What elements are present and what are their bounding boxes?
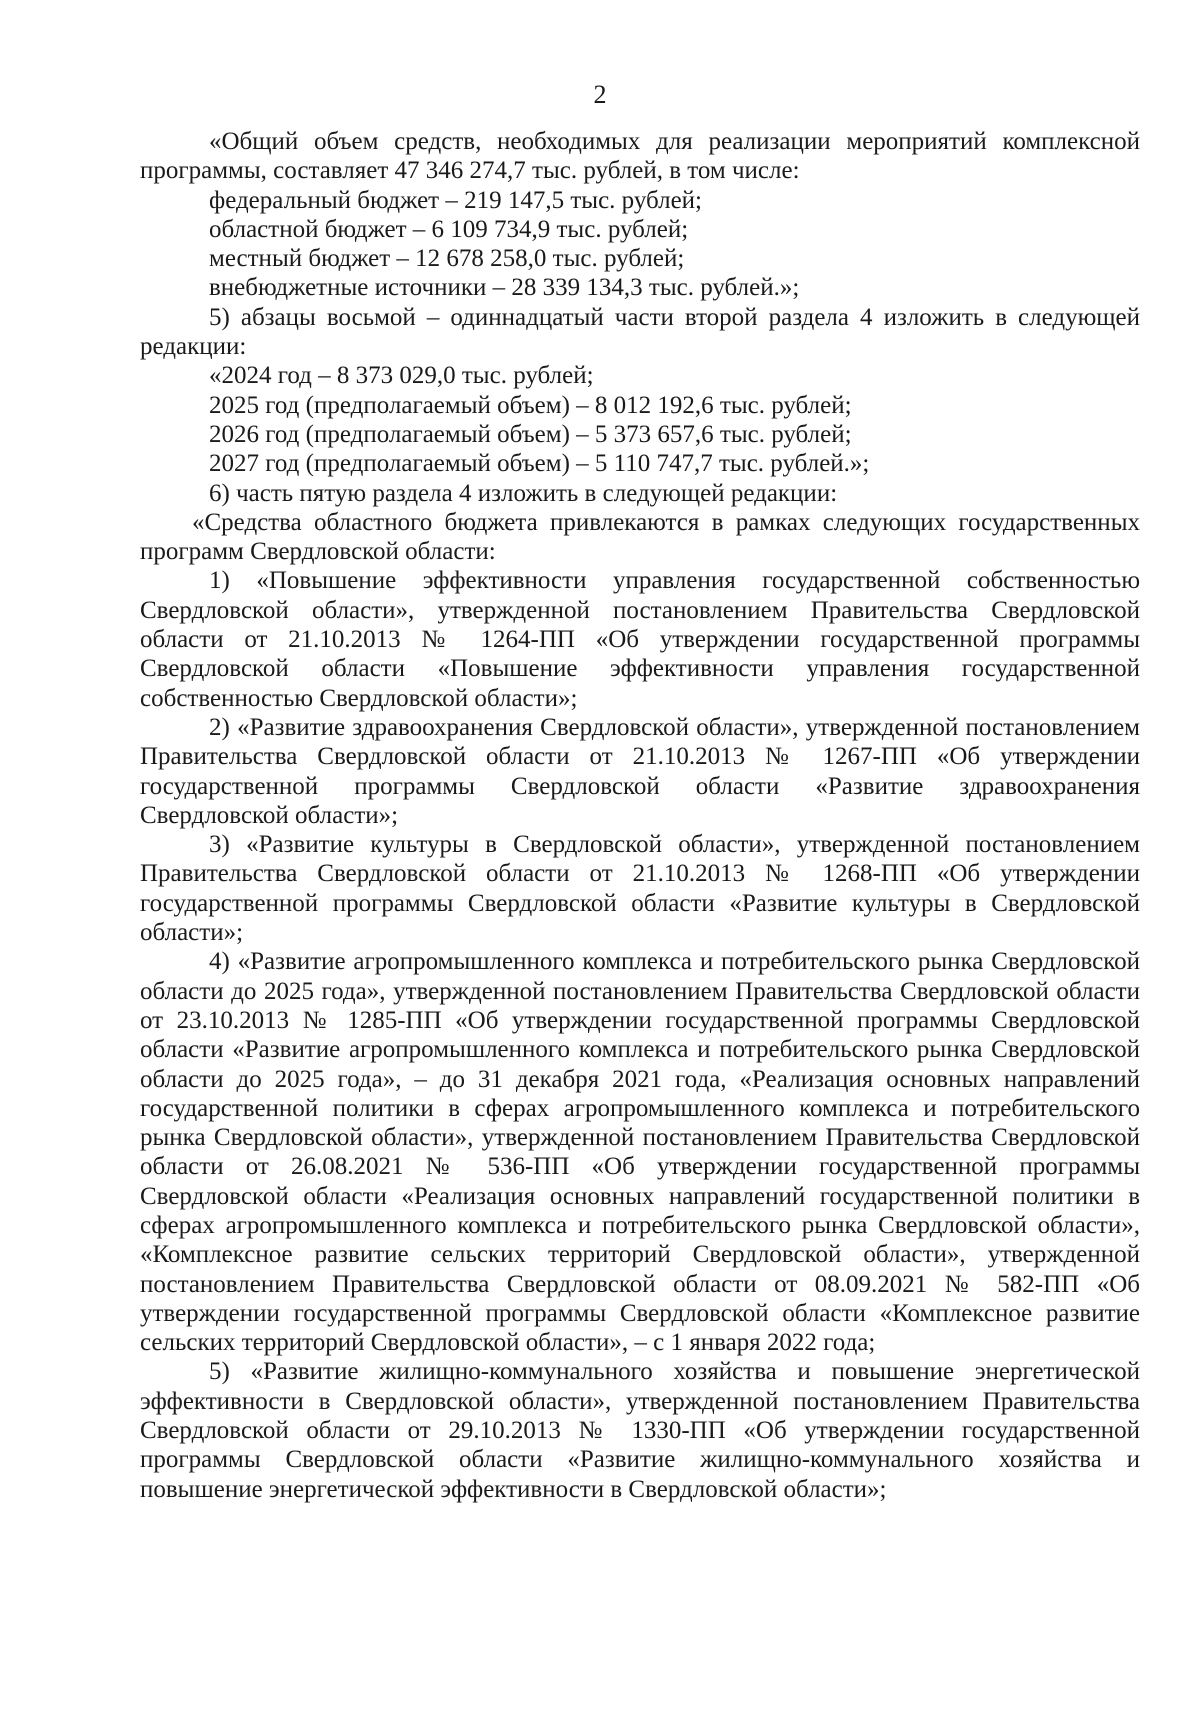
- paragraph-year-2026: 2026 год (предполагаемый объем) – 5 373 657,6 тыс. рублей;: [209, 420, 852, 448]
- paragraph-program-2: 2) «Развитие здравоохранения Свердловской области», утвержденной постановлением Правительства Свердловской области от 21.10.2013 № 1267-ПП «Об утверждении государственной программы Свердловской области «Развитие здравоохранения Свердловской области»;: [140, 713, 1140, 829]
- page-number: 2: [593, 80, 607, 109]
- paragraph-program-1: 1) «Повышение эффективности управления государственной собственностью Свердловской области», утвержденной постановлением Правительства Свердловской области от 21.10.2013 № 1264-ПП «Об утверждении государственной программы Свердловской области «Повышение эффективности управления государственной собственностью Свердловской области»;: [140, 567, 1140, 712]
- document-body: [140, 127, 1140, 1504]
- paragraph-program-5: 5) «Развитие жилищно-коммунального хозяйства и повышение энергетической эффективности в Свердловской области», утвержденной постановлением Правительства Свердловской области от 29.10.2013 № 1330-ПП «Об утверждении государственной программы Свердловской области «Развитие жилищно-коммунального хозяйства и повышение энергетической эффективности в Свердловской области»;: [140, 1358, 1140, 1503]
- paragraph-extrabudgetary: внебюджетные источники – 28 339 134,3 тыс. рублей.»;: [209, 274, 800, 302]
- paragraph-regional-budget: областной бюджет – 6 109 734,9 тыс. рублей;: [209, 215, 689, 243]
- paragraph-local-budget: местный бюджет – 12 678 258,0 тыс. рублей;: [209, 245, 685, 273]
- paragraph-program-4: 4) «Развитие агропромышленного комплекса и потребительского рынка Свердловской области до 2025 года», утвержденной постановлением Правительства Свердловской области от 23.10.2013 № 1285-ПП «Об утверждении государственной программы Свердловской области «Развитие агропромышленного комплекса и потребительского рынка Свердловской области до 2025 года», – до 31 декабря 2021 года, «Реализация основных направлений государственной политики в сферах агропромышленного комплекса и потребительского рынка Свердловской области», утвержденной постановлением Правительства Свердловской области от 26.08.2021 № 536-ПП «Об утверждении государственной программы Свердловской области «Реализация основных направлений государственной политики в сферах агропромышленного комплекса и потребительского рынка Свердловской области», «Комплексное развитие сельских территорий Свердловской области», утвержденной постановлением Правительства Свердловской области от 08.09.2021 № 582-ПП «Об утверждении государственной программы Свердловской области «Комплексное развитие сельских территорий Свердловской области», – с 1 января 2022 года;: [140, 948, 1140, 1357]
- paragraph-federal-budget: федеральный бюджет – 219 147,5 тыс. рублей;: [209, 186, 702, 214]
- paragraph-year-2024: «2024 год – 8 373 029,0 тыс. рублей;: [209, 362, 594, 390]
- paragraph-item-5-amendment: 5) абзацы восьмой – одиннадцатый части второй раздела 4 изложить в следующей редакции:: [140, 303, 1140, 361]
- paragraph-regional-budget-programs: «Средства областного бюджета привлекаются в рамках следующих государственных программ Свердловской области:: [140, 508, 1140, 566]
- paragraph-item-6-amendment: 6) часть пятую раздела 4 изложить в следующей редакции:: [209, 479, 838, 507]
- paragraph-total-funding: «Общий объем средств, необходимых для реализации мероприятий комплексной программы, составляет 47 346 274,7 тыс. рублей, в том числе:: [140, 128, 1140, 185]
- paragraph-program-3: 3) «Развитие культуры в Свердловской области», утвержденной постановлением Правительства Свердловской области от 21.10.2013 № 1268-ПП «Об утверждении государственной программы Свердловской области «Развитие культуры в Свердловской области»;: [140, 831, 1140, 947]
- paragraph-year-2025: 2025 год (предполагаемый объем) – 8 012 192,6 тыс. рублей;: [209, 391, 852, 419]
- paragraph-year-2027: 2027 год (предполагаемый объем) – 5 110 747,7 тыс. рублей.»;: [209, 450, 870, 478]
